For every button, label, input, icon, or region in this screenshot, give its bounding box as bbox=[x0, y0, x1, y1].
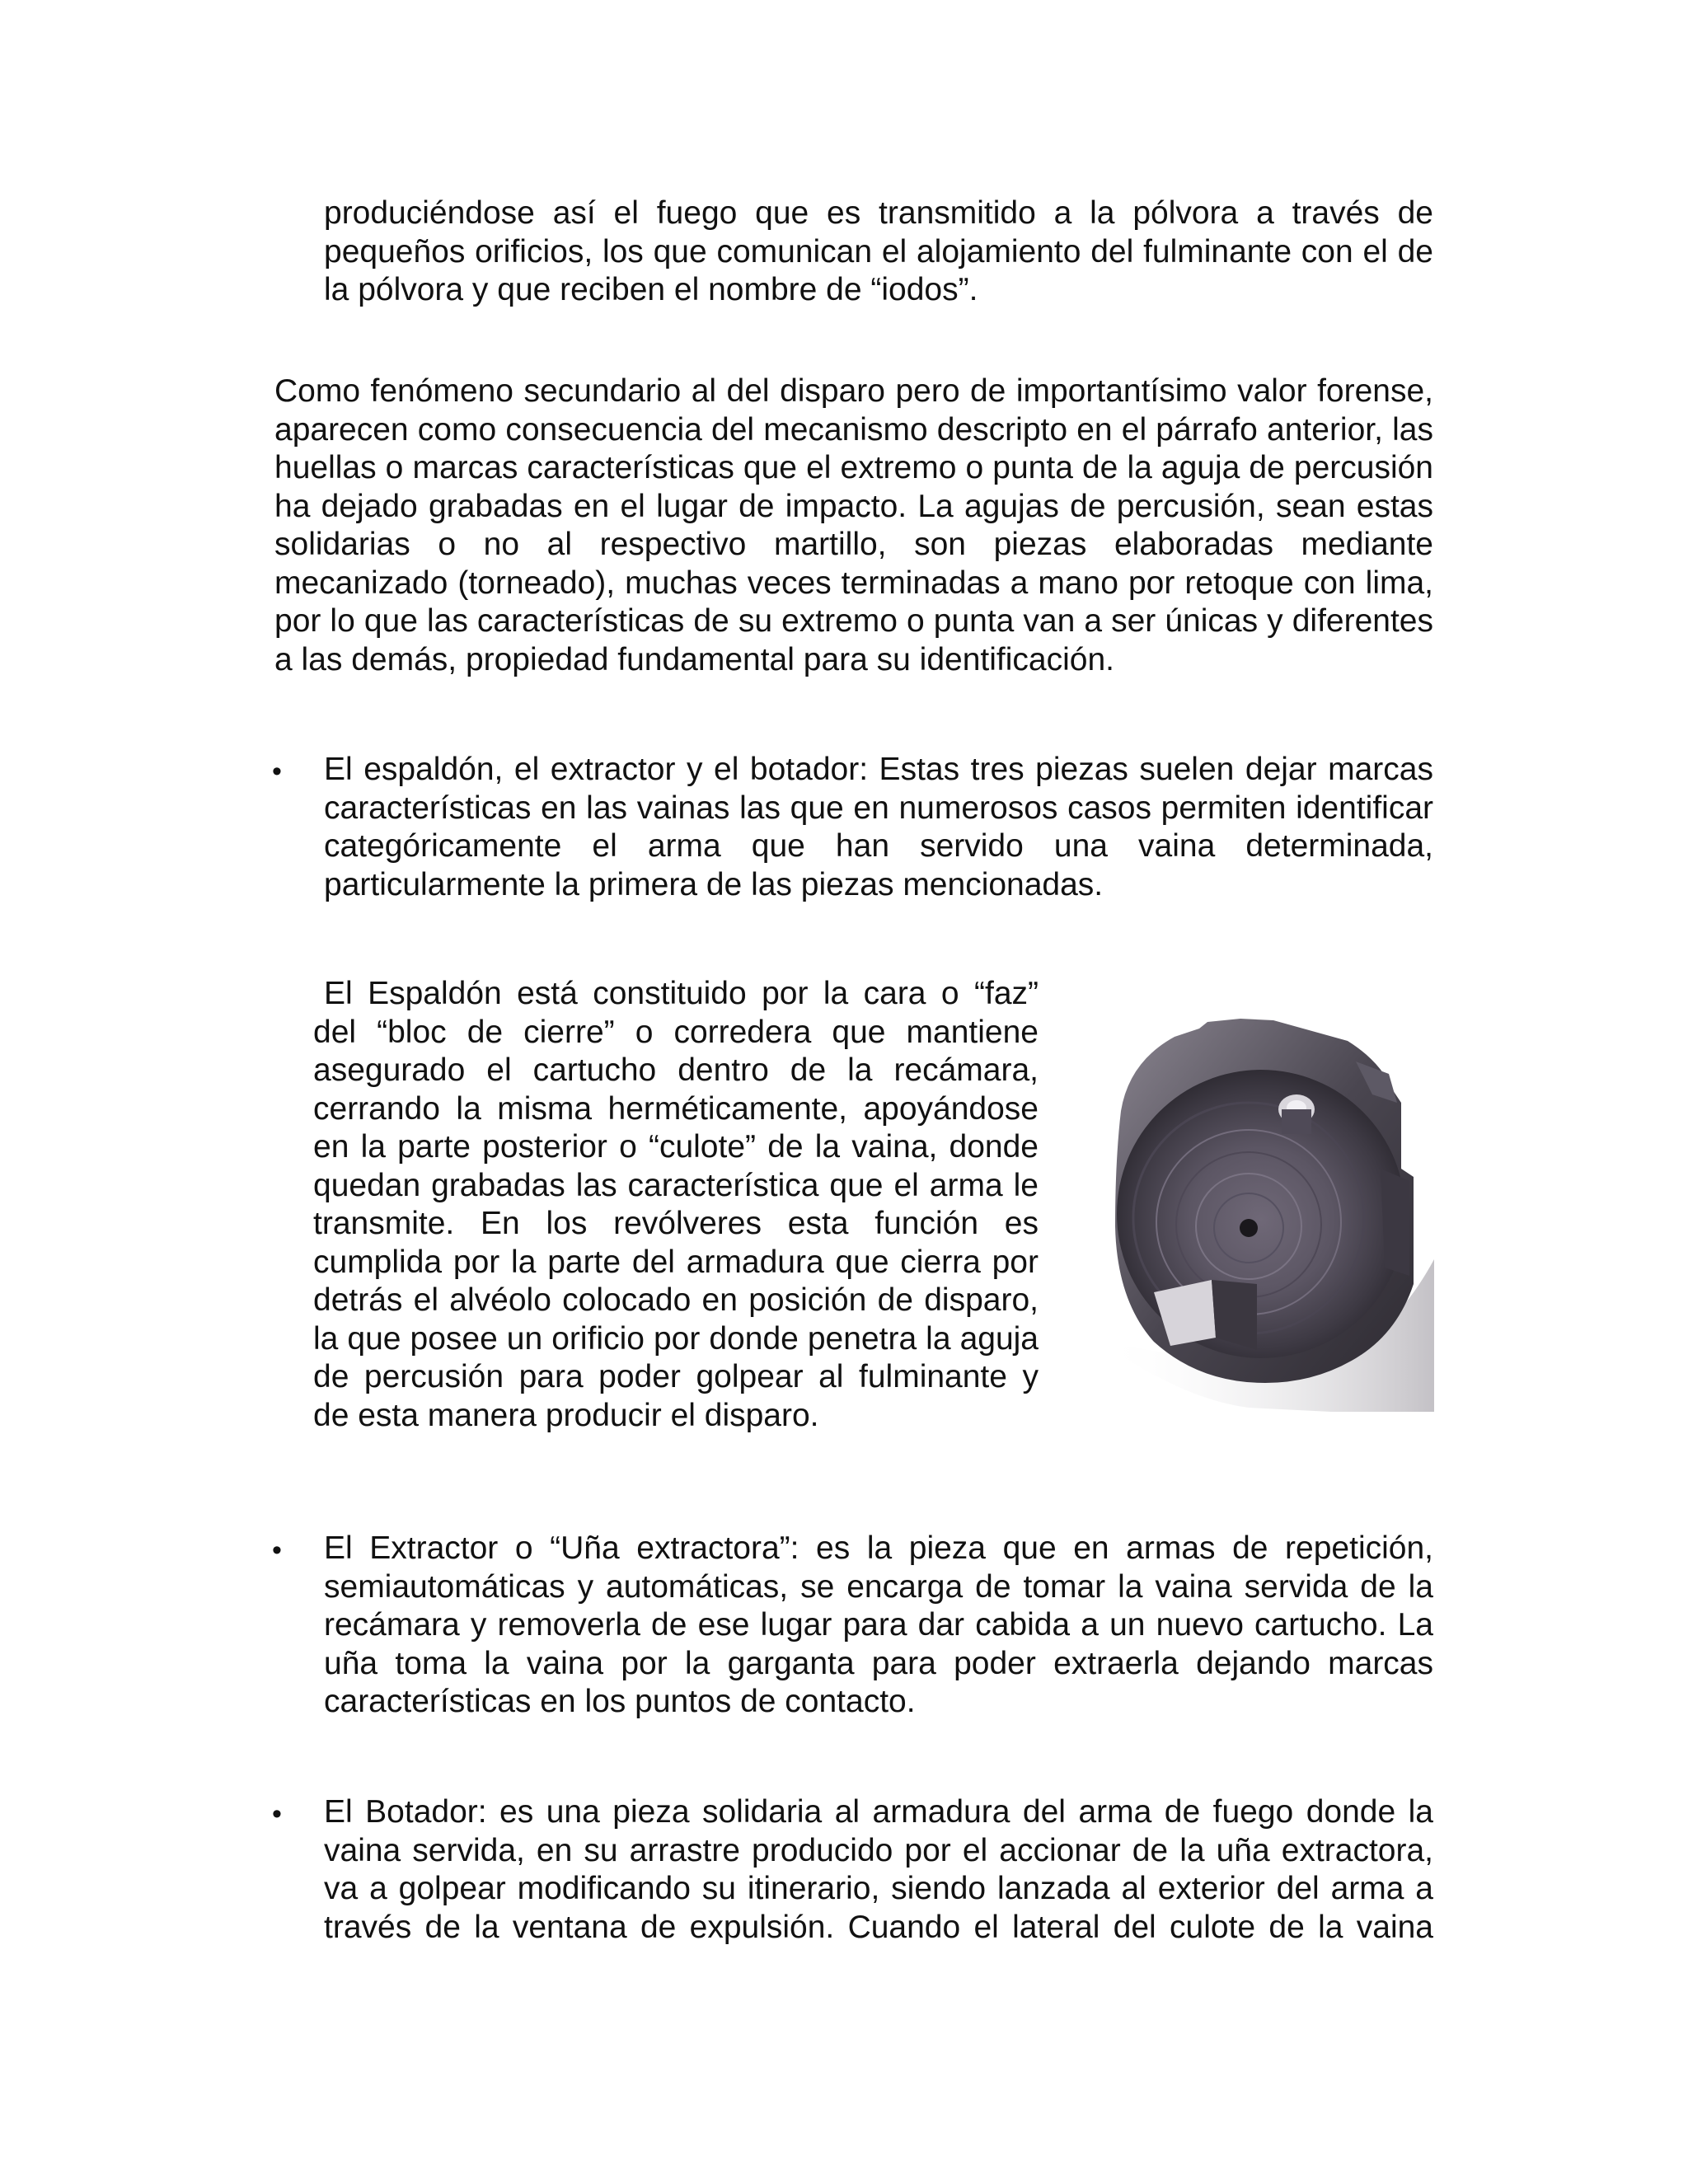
bullet-extractor: El Extractor o “Uña extractora”: es la pieza que en armas de repetición, semiautomáticas y automáticas, se encarga de tomar la vaina servida de la recámara y removerla de ese lugar para dar cabida a un nuevo cartucho. La uña toma la vaina por la garganta para poder extraerla dejando marcas características en los puntos de contacto. bbox=[324, 1530, 1433, 1719]
paragraph-espaldon: El Espaldón está constituido por la cara o “faz” del “bloc de cierre” o corredera que mantiene asegurado el cartucho dentro de la recámara, cerrando la misma herméticamente, apoyándose en la parte posterior o “culote” de la vaina, donde quedan grabadas las característica que el arma le transmite. En los revólveres esta función es cumplida por la parte del armadura que cierra por detrás el alvéolo colocado en posición de disparo, la que posee un orificio por donde penetra la aguja de percusión para poder golpear al fulminante y de esta manera producir el disparo. bbox=[313, 976, 1039, 1433]
bullet-marker: • bbox=[272, 756, 282, 787]
breech-face-photo bbox=[1084, 1012, 1434, 1412]
paragraph-continuation: produciéndose así el fuego que es transmitido a la pólvora a través de pequeños orificios, los que comunican el alojamiento del fulminante con el de la pólvora y que reciben el nombre de “iodos”. bbox=[324, 195, 1433, 307]
bullet-espaldon-extractor-botador: El espaldón, el extractor y el botador: Estas tres piezas suelen dejar marcas características en las vainas las que en numerosos casos permiten identificar categóricamente el arma que han servido una vaina determinada, particularmente la primera de las piezas mencionadas. bbox=[324, 752, 1433, 902]
paragraph-firing-pin-marks: Como fenómeno secundario al del disparo pero de importantísimo valor forense, aparecen como consecuencia del mecanismo descripto en el párrafo anterior, las huellas o marcas características que el extremo o punta de la aguja de percusión ha dejado grabadas en el lugar de impacto. La agujas de percusión, sean estas solidarias o no al respectivo martillo, son piezas elaboradas mediante mecanizado (torneado), muchas veces terminadas a mano por retoque con lima, por lo que las características de su extremo o punta van a ser únicas y diferentes a las demás, propiedad fundamental para su identificación. bbox=[274, 373, 1433, 677]
bullet-marker: • bbox=[272, 1535, 282, 1566]
bullet-marker: • bbox=[272, 1798, 282, 1830]
bullet-botador: El Botador: es una pieza solidaria al armadura del arma de fuego donde la vaina servida, en su arrastre producido por el accionar de la uña extractora, va a golpear modificando su itinerario, siendo lanzada al exterior del arma a través de la ventana de expulsión. Cuando el lateral del culote de la vaina bbox=[324, 1794, 1433, 1945]
